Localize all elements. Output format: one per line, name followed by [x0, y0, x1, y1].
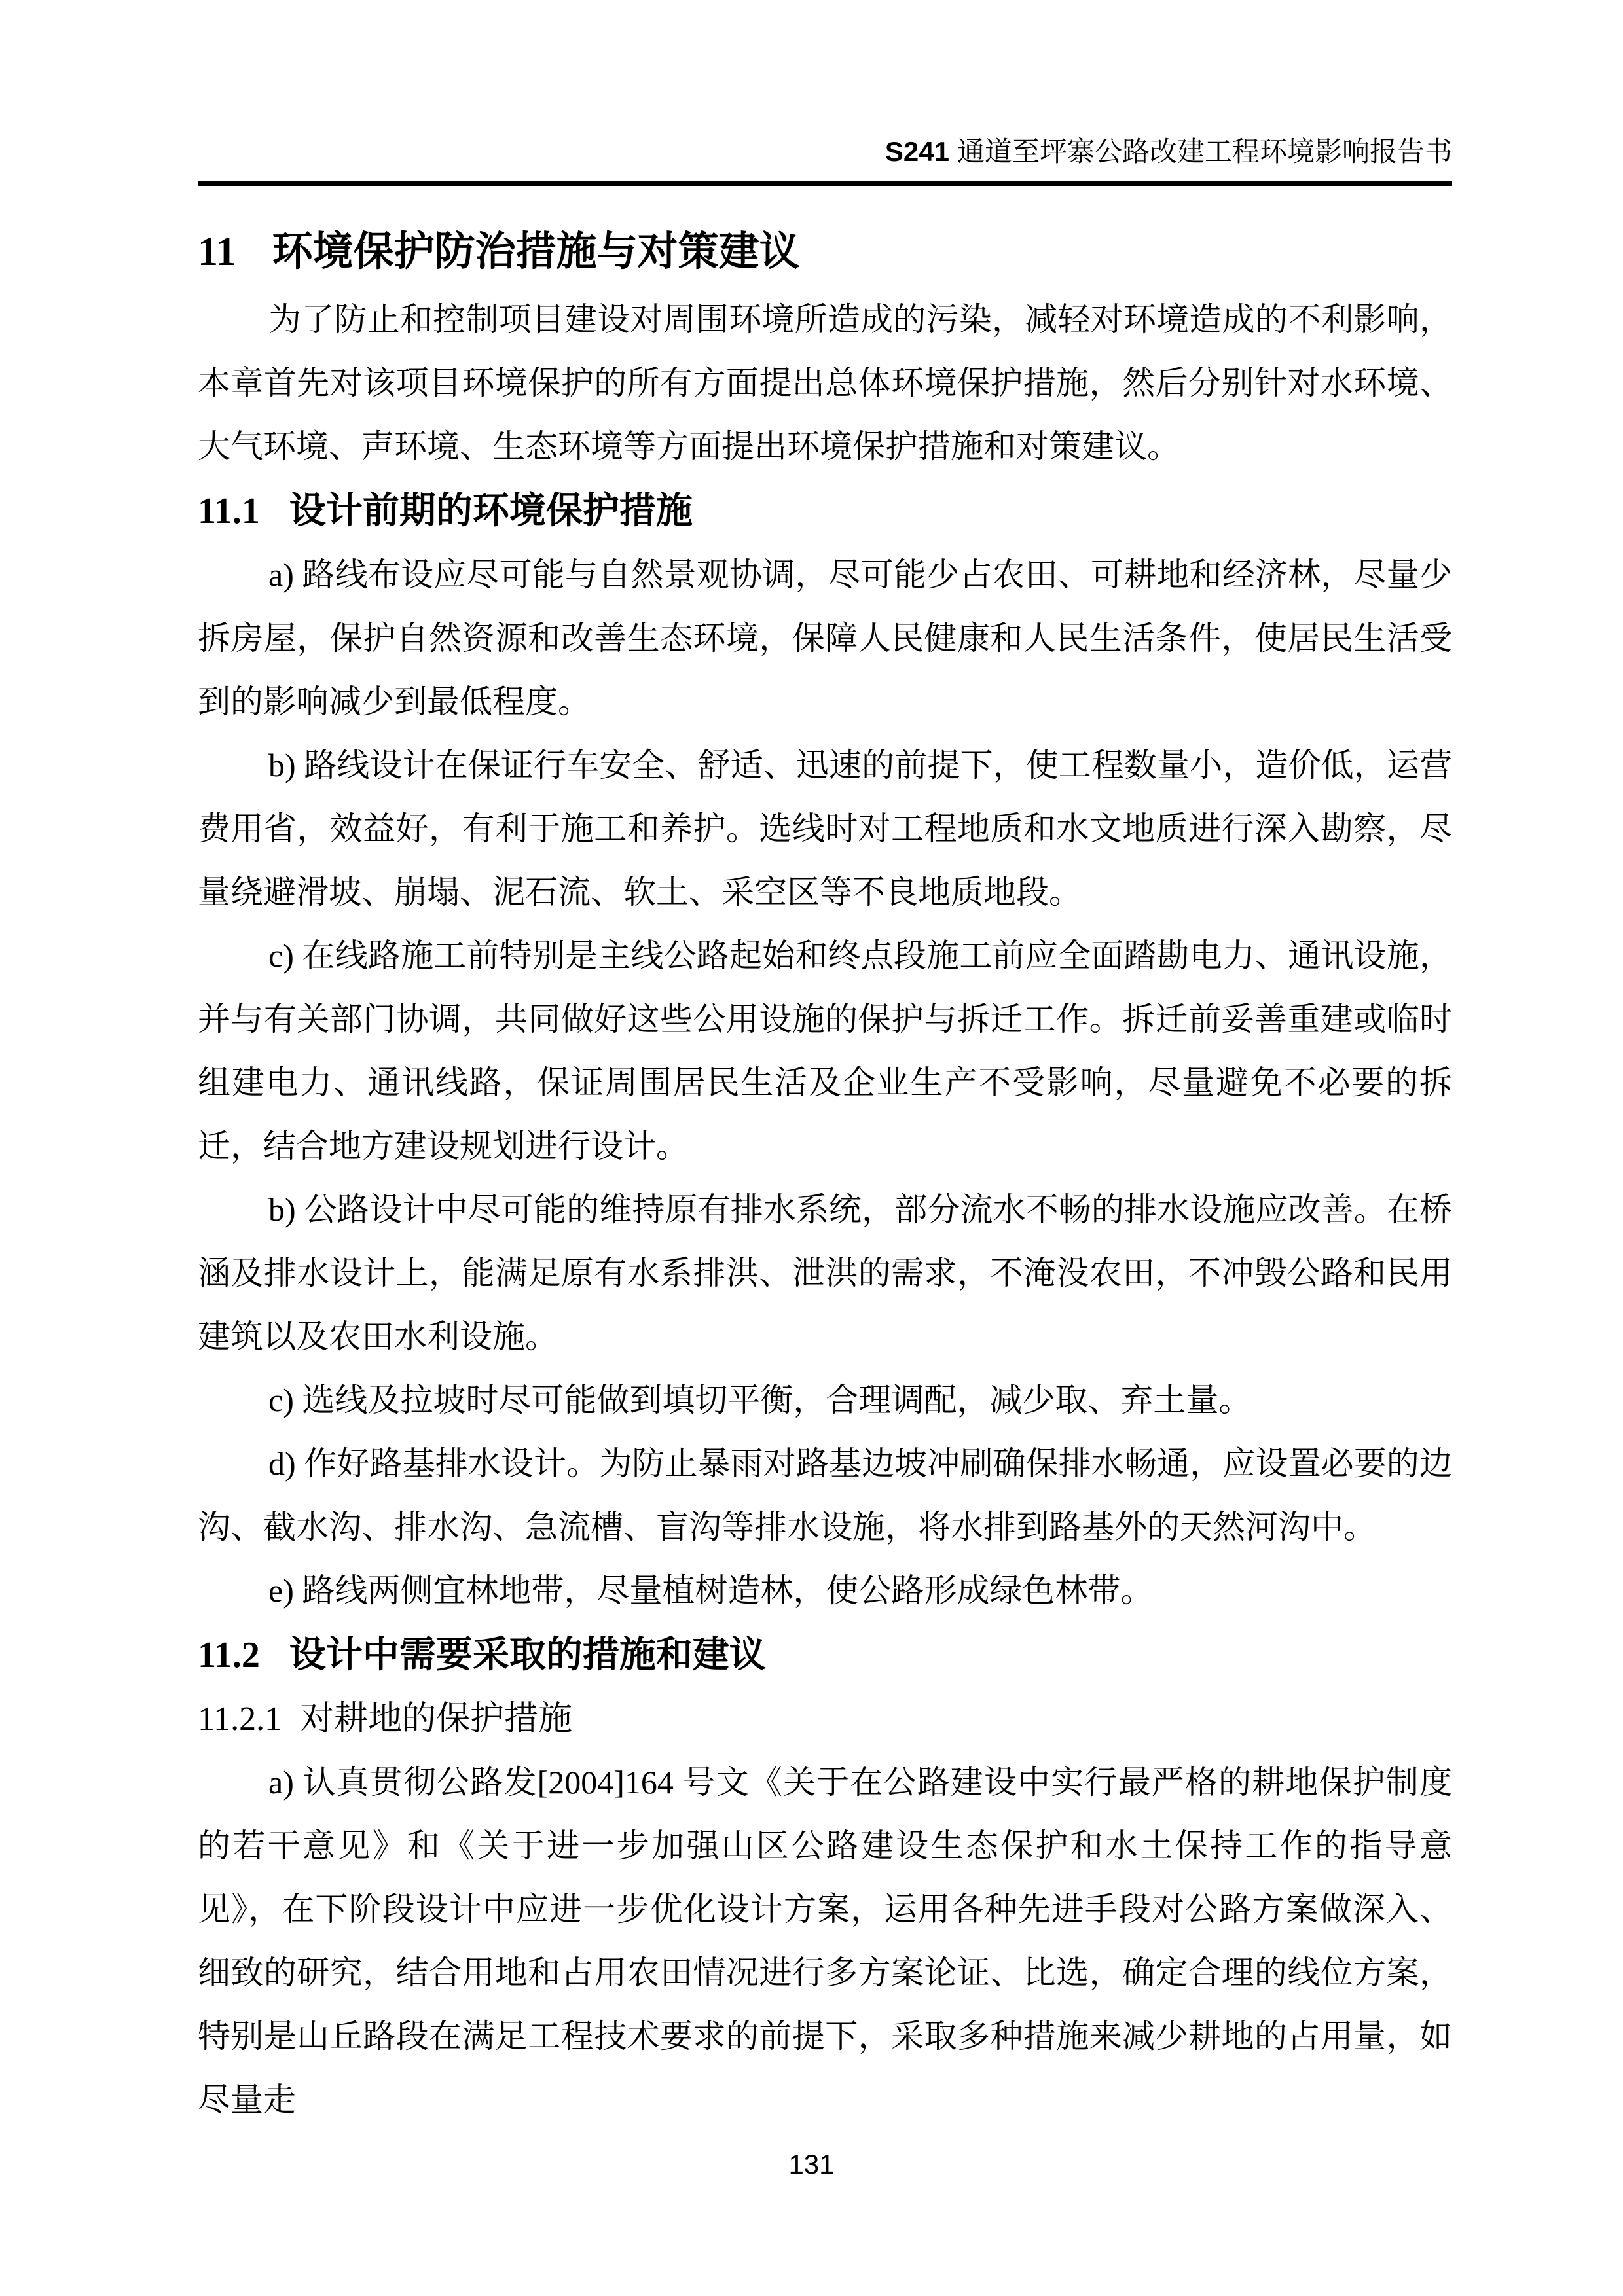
section-11-2-number: 11.2 [198, 1635, 260, 1676]
running-header [198, 135, 1452, 170]
section-11-1-heading [198, 478, 1452, 543]
subsection-item-a: a) 认真贯彻公路发[2004]164 号文《关于在公路建设中实行最严格的耕地保护制度的若干意见》和《关于进一步加强山区公路建设生态保护和水土保持工作的指导意见》，在下阶段设计中应进一步优化设计方案，运用各种先进手段对公路方案做深入、细致的研究，结合用地和占用农田情况进行多方案论证、比选，确定合理的线位方案，特别是山丘路段在满足工程技术要求的前提下，采取多种措施来减少耕地的占用量，如尽量走 [198, 1764, 1452, 2118]
list-item-c2: c) 选线及拉坡时尽可能做到填切平衡，合理调配，减少取、弃土量。 [268, 1382, 1252, 1418]
subsection-11-2-1-number: 11.2.1 [198, 1700, 282, 1738]
header-rule [198, 181, 1452, 186]
list-item-b: b) 路线设计在保证行车安全、舒适、迅速的前提下，使工程数量小，造价低，运营费用省，效益好，有利于施工和养护。选线时对工程地质和水文地质进行深入勘察，尽量绕避滑坡、崩塌、泥石流、软土、采空区等不良地质地段。 [198, 747, 1452, 910]
list-item-c: c) 在线路施工前特别是主线公路起始和终点段施工前应全面踏勘电力、通讯设施，并与有关部门协调，共同做好这些公用设施的保护与拆迁工作。拆迁前妥善重建或临时组建电力、通讯线路，保证周围居民生活及企业生产不受影响，尽量避免不必要的拆迁，结合地方建设规划进行设计。 [198, 937, 1452, 1164]
intro-paragraph: 为了防止和控制项目建设对周围环境所造成的污染，减轻对环境造成的不利影响，本章首先对该项目环境保护的所有方面提出总体环境保护措施，然后分别针对水环境、大气环境、声环境、生态环境等方面提出环境保护措施和对策建议。 [198, 301, 1452, 465]
chapter-heading [198, 216, 1452, 288]
document-body [198, 216, 1452, 2132]
subsection-11-2-1-title: 对耕地的保护措施 [300, 1700, 573, 1738]
subsection-11-2-1-heading [198, 1687, 1452, 1751]
list-item-b2: b) 公路设计中尽可能的维持原有排水系统，部分流水不畅的排水设施应改善。在桥涵及排水设计上，能满足原有水系排洪、泄洪的需求，不淹没农田，不冲毁公路和民用建筑以及农田水利设施。 [198, 1191, 1452, 1355]
page-number: 131 [788, 2149, 835, 2179]
chapter-number: 11 [198, 230, 236, 274]
section-11-1-number: 11.1 [198, 491, 260, 531]
doc-code: S241 [884, 136, 949, 167]
section-11-2-title: 设计中需要采取的措施和建议 [289, 1634, 766, 1675]
list-item-e: e) 路线两侧宜林地带，尽量植树造林，使公路形成绿色林带。 [268, 1572, 1154, 1609]
section-11-1-title: 设计前期的环境保护措施 [289, 490, 693, 531]
chapter-title: 环境保护防治措施与对策建议 [272, 229, 800, 274]
list-item-d: d) 作好路基排水设计。为防止暴雨对路基边坡冲刷确保排水畅通，应设置必要的边沟、截水沟、排水沟、急流槽、盲沟等排水设施，将水排到路基外的天然河沟中。 [198, 1445, 1452, 1545]
section-11-2-heading [198, 1623, 1452, 1687]
doc-title: 通道至坪寨公路改建工程环境影响报告书 [957, 137, 1452, 168]
list-item-a: a) 路线布设应尽可能与自然景观协调，尽可能少占农田、可耕地和经济林，尽量少拆房屋，保护自然资源和改善生态环境，保障人民健康和人民生活条件，使居民生活受到的影响减少到最低程度。 [198, 556, 1452, 720]
